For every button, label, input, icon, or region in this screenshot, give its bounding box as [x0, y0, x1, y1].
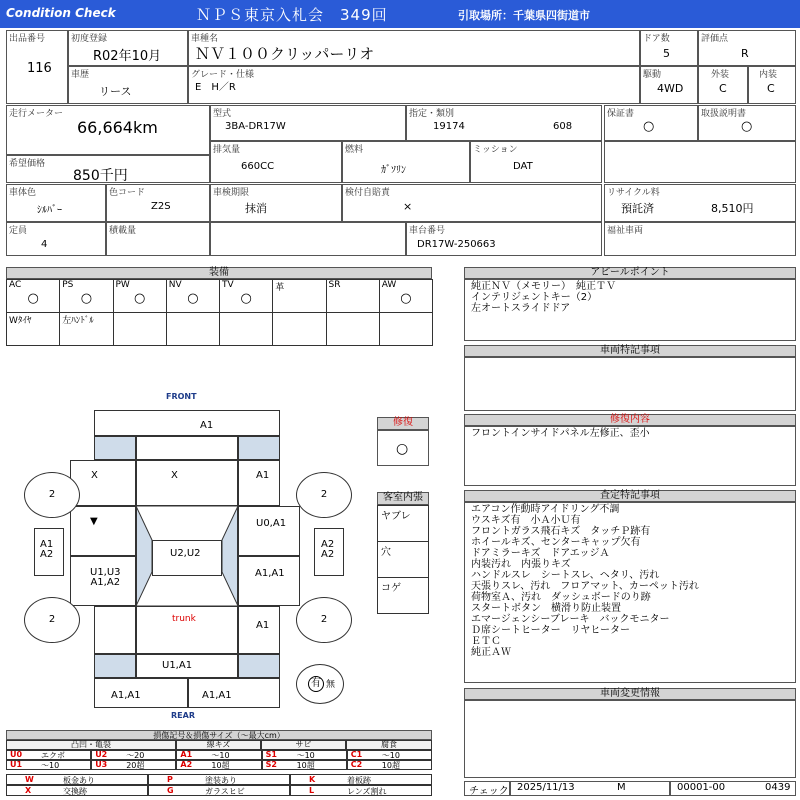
frame-number-cell: 車台番号 DR17W-250663 [406, 222, 602, 256]
change-info-text [464, 700, 796, 778]
legend-code-key: U3 [95, 760, 108, 769]
equipment-value: ○ [187, 291, 199, 306]
right-front-door-panel [238, 506, 300, 556]
check-date-cell: 2025/11/13 M [510, 781, 670, 796]
right-rear-door-panel [238, 556, 300, 606]
car-name-cell: 車種名 ＮＶ１００クリッパーリオ [188, 30, 640, 66]
price: 850千円 [73, 168, 128, 184]
equipment-item [272, 279, 326, 313]
vehicle-notes-header: 車両特記事項 [464, 345, 796, 357]
left-mirror-mark: ▼ [90, 516, 98, 527]
legend-mark-desc: 板金あり [63, 776, 95, 785]
equipment-item [272, 312, 326, 346]
rear-bumper-left-panel [94, 678, 188, 708]
inspection-notes-header: 査定特記事項 [464, 490, 796, 502]
tire-front-right: 2 [296, 472, 352, 518]
grade-cell: グレード・仕様 E H／R [188, 66, 640, 104]
legend-code [176, 760, 261, 770]
capacity-cell: 定員 4 [6, 222, 106, 256]
legend-code [91, 760, 176, 770]
legend-code-desc: 〜10 [381, 751, 400, 760]
drive-cell: 駆動 4WD [640, 66, 698, 104]
equipment-label: 革 [275, 283, 285, 293]
legend-code-desc: 〜10 [296, 751, 315, 760]
front-bumper-panel [136, 436, 238, 460]
model-cell: 型式 3BA-DR17W [210, 105, 406, 141]
mission-cell: ミッション DAT [470, 141, 602, 183]
equipment-item [59, 279, 113, 313]
front-label: FRONT [166, 392, 197, 401]
equipment-item [113, 312, 167, 346]
legend-group: 凸凹・亀裂 [6, 740, 176, 750]
load-cell: 積載量 [106, 222, 210, 256]
equipment-label: PS [62, 280, 74, 290]
equipment-label: SR [328, 280, 341, 290]
cabin-header: 客室内張 [377, 492, 429, 505]
equipment-label: AC [9, 280, 22, 290]
lot-number-cell: 出品番号 116 [6, 30, 68, 104]
legend-code-key: U2 [95, 750, 108, 759]
stamp-no: 無 [326, 680, 336, 690]
equipment-item [6, 312, 60, 346]
equipment-label: TV [222, 280, 234, 290]
legend-header: 損傷記号＆損傷サイズ（〜最大cm） [6, 730, 432, 740]
manual-cell: 取扱説明書 ○ [698, 105, 796, 141]
legend-code-key: S2 [265, 760, 277, 769]
hood-panel [94, 410, 280, 436]
legend-code-desc: 10超 [296, 761, 315, 770]
legend-code-desc: 〜20 [126, 751, 145, 760]
auction-title: ＮＰＳ東京入札会 349回 [196, 6, 388, 24]
right-headlight-panel [238, 436, 280, 460]
legend-code-desc: 10超 [211, 761, 230, 770]
front-left-panel [70, 460, 136, 506]
legend-code-desc: 〜10 [211, 751, 230, 760]
first-registration-cell: 初度登録 R02年10月 [68, 30, 188, 66]
equipment-value: ○ [400, 291, 412, 306]
check-code-cell: 00001-00 0439 [670, 781, 796, 796]
car-name: ＮＶ１００クリッパーリオ [195, 45, 375, 63]
blank-cell-b [210, 222, 406, 256]
left-quarter-panel [94, 606, 136, 654]
repair-header: 修復 [377, 417, 429, 430]
mileage: 66,664km [77, 118, 158, 137]
legend-mark [6, 774, 148, 785]
legend-code [6, 760, 91, 770]
legend-mark-desc: 塗装あり [205, 776, 237, 785]
legend-mark-key: W [25, 775, 34, 784]
legend-code [6, 750, 91, 760]
legend-code-key: A1 [180, 750, 193, 759]
left-taillight-panel [94, 654, 136, 678]
equipment-item [113, 279, 167, 313]
legend-mark-desc: ガラスヒビ [205, 787, 245, 796]
brand-label: Condition Check [6, 6, 116, 20]
legend-code-key: U1 [10, 760, 23, 769]
inspection-cell: 車検期限 抹消 [210, 184, 342, 222]
legend-code-key: C2 [350, 760, 363, 769]
tire-rear-right: 2 [296, 597, 352, 643]
doors-cell: ドア数 5 [640, 30, 698, 66]
legend-code-key: C1 [350, 750, 363, 759]
equipment-item [166, 312, 220, 346]
header-bar [0, 0, 800, 28]
equipment-item [379, 312, 433, 346]
equipment-value: ○ [80, 291, 93, 306]
grade-score-cell: 評価点 R [698, 30, 796, 66]
left-headlight-panel [94, 436, 136, 460]
legend-mark-key: L [309, 786, 315, 795]
legend-code-desc: 10超 [381, 761, 400, 770]
price-cell: 希望価格 850千円 [6, 155, 210, 183]
legend-mark-desc: レンズ割れ [347, 787, 387, 796]
cabin-item: コゲ [377, 577, 429, 614]
equipment-label: 左ﾊﾝﾄﾞﾙ [62, 316, 94, 326]
change-info-header: 車両変更情報 [464, 688, 796, 700]
legend-mark-key: G [167, 786, 174, 795]
color-code-cell: 色コード Z2S [106, 184, 210, 222]
exterior-cell: 外装 C [698, 66, 748, 104]
interior-cell: 内装 C [748, 66, 796, 104]
equipment-label: NV [168, 280, 182, 290]
legend-code-desc: 〜10 [41, 761, 60, 770]
equipment-item [166, 279, 220, 313]
legend-code [262, 760, 347, 770]
front-right-panel [238, 460, 280, 506]
tire-front-left: 2 [24, 472, 80, 518]
front-center-panel [136, 460, 238, 506]
equipment-item [326, 312, 380, 346]
legend-mark-key: K [309, 775, 316, 784]
repair-content-text: フロントインサイドパネル左修正、歪小 [464, 426, 796, 486]
equipment-item [219, 279, 273, 313]
mileage-cell: 走行メーター 66,664km [6, 105, 210, 155]
repair-value-cell: ○ [377, 430, 429, 466]
equipment-item [219, 312, 273, 346]
pickup-location: 引取場所：千葉県四街道市 [458, 9, 590, 22]
color-cell: 車体色 ｼﾙﾊﾞｰ [6, 184, 106, 222]
equipment-label: PW [115, 280, 130, 290]
equipment-header: 装備 [6, 267, 432, 279]
legend-code-desc: 20超 [126, 761, 145, 770]
legend-mark [148, 785, 290, 796]
legend-group: 腐食 [346, 740, 432, 750]
cabin-item: ヤブレ [377, 505, 429, 542]
right-taillight-panel [238, 654, 280, 678]
equipment-value: ○ [27, 291, 39, 306]
left-front-door-panel [70, 506, 136, 556]
equipment-item [59, 312, 113, 346]
equipment-label: AW [381, 280, 397, 290]
cabin-item: 穴 [377, 541, 429, 578]
legend-mark-key: P [167, 775, 173, 784]
fuel-cell: 燃料 ｶﾞｿﾘﾝ [342, 141, 470, 183]
blank-cell-a [604, 141, 796, 183]
legend-code-key: U0 [10, 750, 23, 759]
legend-mark-desc: 交換跡 [63, 787, 87, 796]
welfare-cell: 福祉車両 [604, 222, 796, 256]
appeal-text: 純正ＮＶ（メモリー） 純正ＴＶ インテリジェントキー（2） 左オートスライドドア [464, 279, 796, 341]
spec-cell: 指定・類別 19174 608 [406, 105, 602, 141]
warranty-cell: 保証書 ○ [604, 105, 698, 141]
legend-code-desc: エクボ [41, 751, 65, 760]
equipment-item [379, 279, 433, 313]
appeal-header: アピールポイント [464, 267, 796, 279]
legend-code [262, 750, 347, 760]
equipment-value: ○ [133, 291, 146, 306]
legend-code-key: A2 [180, 760, 193, 769]
legend-group: 線キズ [176, 740, 261, 750]
first-registration: R02年10月 [93, 49, 162, 64]
legend-mark [290, 774, 432, 785]
rear-label: REAR [171, 711, 195, 720]
tire-rear-left: 2 [24, 597, 80, 643]
recycle-cell: リサイクル料 預託済 8,510円 [604, 184, 796, 222]
vehicle-notes-text [464, 357, 796, 411]
legend-code [347, 760, 432, 770]
legend-code [176, 750, 261, 760]
repair-content-header: 修復内容 [464, 414, 796, 426]
equipment-label: Wﾀｲﾔ [9, 316, 32, 326]
insurance-cell: 検付自賠責 × [342, 184, 602, 222]
legend-mark-desc: 着板跡 [347, 776, 371, 785]
displacement-cell: 排気量 660CC [210, 141, 342, 183]
legend-mark [290, 785, 432, 796]
legend-code [347, 750, 432, 760]
equipment-item [6, 279, 60, 313]
legend-group: サビ [261, 740, 346, 750]
legend-code [91, 750, 176, 760]
legend-mark [148, 774, 290, 785]
check-label-cell: チェック [464, 781, 510, 796]
legend-mark [6, 785, 148, 796]
inspection-notes-text: エアコン作動時アイドリング不調 ウスキズ有 小Ａ小Ｕ有 フロントガラス飛石キズ タッチＰ跡有 ホイールキズ、センターキャップ欠有 ドアミラーキズ ドアエッジＡ 内装汚れ 内張りキズ ハンドルスレ シートスレ、ヘタリ、汚れ 天張りスレ、汚れ フロアマット、カーペット汚れ 荷物室Ａ、汚れ ダッシュボードのり跡 スタートボタン 横滑り防止装置 エマージェンシーブレーキ バックモニター Ｄ席シートヒーター リヤヒーター ＥＴＣ 純正ＡＷ [464, 502, 796, 683]
equipment-item [326, 279, 380, 313]
legend-code-key: S1 [265, 750, 277, 759]
stamp-yes: 有 [308, 676, 324, 692]
history-cell: 車歴 リース [68, 66, 188, 104]
equipment-value: ○ [240, 291, 252, 306]
legend-mark-key: X [25, 786, 32, 795]
lot-number: 116 [27, 61, 52, 76]
